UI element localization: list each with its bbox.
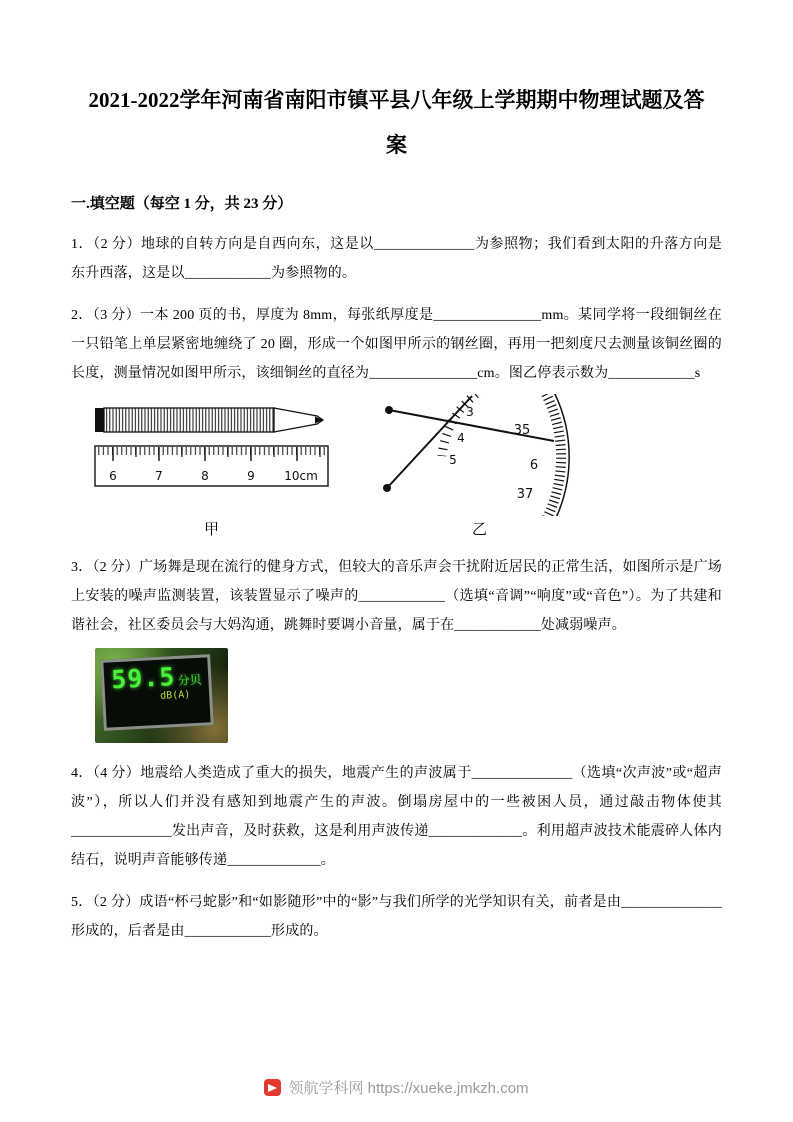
stopwatch-small-dial xyxy=(442,394,501,467)
question-1: 1．（2 分）地球的自转方向是自西向东，这是以______________为参照物；我们看到太阳的升落方向是东升西落，这是以____________为参照物的。 xyxy=(71,237,722,281)
figure-noise-monitor xyxy=(95,648,722,743)
question-5: 5．（2 分）成语“杯弓蛇影”和“如影随形”中的“影”与我们所学的光学知识有关，前者是由______________形成的，后者是由____________形成的。 xyxy=(71,895,722,939)
question-4: 4．（4 分）地震给人类造成了重大的损失，地震产生的声波属于______________（选填“次声波”或“超声波”），所以人们并没有感知到地震产生的声波。倒塌房屋中的一些被困人员，通过敲击物体使其______________发出声音，及时获救，这是利用声波传递_____________。利用超声波技术能震碎人体内结石，说明声音能够传递_____________。 xyxy=(71,766,722,868)
ruler-tick-label: 6 xyxy=(109,469,117,483)
section-heading: 一.填空题（每空 1 分，共 23 分） xyxy=(71,196,293,212)
stopwatch-small-dial-number: 4 xyxy=(457,431,465,445)
footer-site-text: 领航学科网 https://xueke.jmkzh.com xyxy=(288,1080,529,1097)
question-3: 3．（2 分）广场舞是现在流行的健身方式，但较大的音乐声会干扰附近居民的正常生活，如图所示是广场上安装的噪声监测装置，该装置显示了噪声的____________（选填“音调”“响度”或“音色”）。为了共建和谐社会，社区委员会与大妈沟通，跳舞时要调小音量，属于在____________处减弱噪声。 xyxy=(71,560,722,633)
pencil-with-wire-coil xyxy=(95,408,323,432)
noise-unit-cn: 分贝 xyxy=(177,672,202,688)
figure-label-yi: 乙 xyxy=(471,522,487,538)
stopwatch-big-dial-number: 35 xyxy=(513,423,531,438)
page-footer xyxy=(0,1077,793,1098)
footer-logo-icon xyxy=(264,1079,281,1096)
ruler-tick-label: 9 xyxy=(247,469,255,483)
page-title xyxy=(71,78,722,168)
stopwatch-big-dial xyxy=(514,394,569,516)
stopwatch-big-dial-number: 6 xyxy=(529,458,539,473)
noise-display-panel xyxy=(100,654,214,731)
ruler-tick-label: 10cm xyxy=(284,469,318,483)
figure-label-jia: 甲 xyxy=(203,522,219,538)
figure-ruler xyxy=(89,394,334,539)
noise-value: 59.5 xyxy=(110,662,177,695)
noise-unit-db: dB(A) xyxy=(159,689,191,702)
stopwatch-illustration xyxy=(382,394,577,516)
ruler-tick-label: 7 xyxy=(155,469,163,483)
ruler-tick-label: 8 xyxy=(201,469,209,483)
ruler-scale xyxy=(95,446,328,486)
stopwatch-small-dial-number: 5 xyxy=(449,453,457,467)
question-2: 2．（3 分）一本 200 页的书，厚度为 8mm，每张纸厚度是_______________mm。某同学将一段细铜丝在一只铅笔上单层紧密地缠绕了 20 圈，形成一个如图甲所示的钢丝圈，再用一把刻度尺去测量该铜丝圈的长度，测量情况如图甲所示，该细铜丝的直径为_______________cm。图乙停表示数为____________s xyxy=(71,308,722,381)
noise-monitor-photo xyxy=(95,648,228,743)
figure-stopwatch xyxy=(382,394,577,539)
question2-figures xyxy=(89,394,722,539)
page-title-line1: 2021-2022学年河南省南阳市镇平县八年级上学期期中物理试题及答 xyxy=(88,88,705,112)
page-title-line2: 案 xyxy=(386,133,407,157)
stopwatch-big-dial-number: 37 xyxy=(516,487,534,502)
ruler-pencil-illustration xyxy=(89,394,334,516)
stopwatch-small-dial-number: 3 xyxy=(466,405,474,419)
